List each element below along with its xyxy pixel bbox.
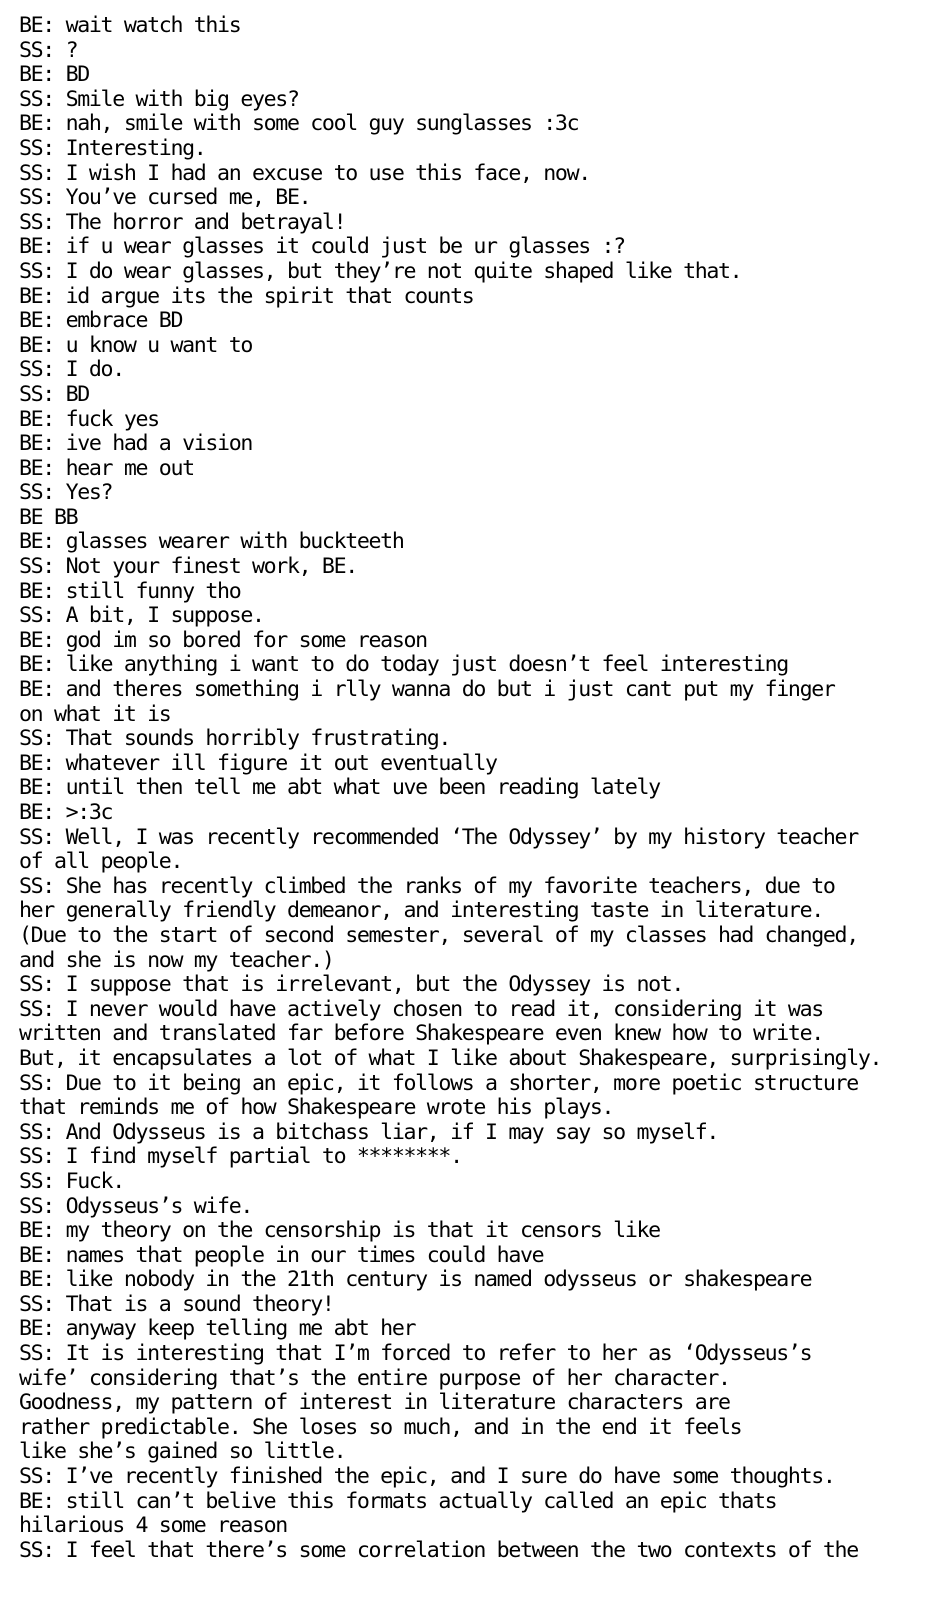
chat-line: SS: I wish I had an excuse to use this face, now. <box>19 161 590 186</box>
chat-line: SS: The horror and betrayal! <box>19 210 346 235</box>
chat-line: SS: That sounds horribly frustrating. <box>19 727 451 752</box>
chat-line: written and translated far before Shakespeare even knew how to write. <box>19 1022 823 1047</box>
chat-line: SS: I feel that there’s some correlation between the two contexts of the <box>19 1538 858 1563</box>
chat-line: SS: You’ve cursed me, BE. <box>19 186 311 211</box>
chat-line: BE: ive had a vision <box>19 432 253 457</box>
chat-line: SS: I find myself partial to ********. <box>19 1145 462 1170</box>
chat-line: SS: Smile with big eyes? <box>19 87 299 112</box>
chat-line: BE: and theres something i rlly wanna do but i just cant put my finger <box>19 678 835 703</box>
chat-line: SS: Fuck. <box>19 1169 124 1194</box>
chat-line: BE: my theory on the censorship is that it censors like <box>19 1219 660 1244</box>
chat-line: BE: like nobody in the 21th century is named odysseus or shakespeare <box>19 1268 812 1293</box>
chat-line: like she’s gained so little. <box>19 1440 346 1465</box>
chat-line: Goodness, my pattern of interest in literature characters are <box>19 1391 730 1416</box>
chat-line: of all people. <box>19 850 183 875</box>
chat-line: BE: wait watch this <box>19 14 241 38</box>
chat-line: BE: >:3c <box>19 801 113 825</box>
chat-line: SS: Yes? <box>19 481 113 506</box>
chat-line: SS: I never would have actively chosen to read it, considering it was <box>19 997 823 1022</box>
chat-line: BE: like anything i want to do today just doesn’t feel interesting <box>19 653 788 678</box>
chat-line: SS: Well, I was recently recommended ‘The Odyssey’ by my history teacher <box>19 825 858 850</box>
chat-line: SS: That is a sound theory! <box>19 1292 334 1317</box>
chat-line: SS: And Odysseus is a bitchass liar, if I may say so myself. <box>19 1120 719 1145</box>
chat-log <box>19 14 934 1563</box>
chat-line: SS: Due to it being an epic, it follows a shorter, more poetic structure <box>19 1071 858 1096</box>
chat-line: BE: god im so bored for some reason <box>19 628 427 653</box>
chat-line: SS: I do wear glasses, but they’re not quite shaped like that. <box>19 259 742 284</box>
chat-line: BE: whatever ill figure it out eventually <box>19 751 497 776</box>
chat-line: SS: A bit, I suppose. <box>19 604 264 629</box>
chat-line: BE: still funny tho <box>19 579 241 604</box>
chat-line: BE: still can’t belive this formats actually called an epic thats <box>19 1489 777 1514</box>
chat-line: SS: I suppose that is irrelevant, but the Odyssey is not. <box>19 973 684 998</box>
chat-line: BE BB <box>19 505 78 530</box>
chat-line: that reminds me of how Shakespeare wrote his plays. <box>19 1096 614 1121</box>
chat-line: BE: nah, smile with some cool guy sunglasses :3c <box>19 112 579 137</box>
chat-line: SS: I’ve recently finished the epic, and I sure do have some thoughts. <box>19 1465 835 1490</box>
chat-line: BE: anyway keep telling me abt her <box>19 1317 416 1342</box>
chat-line: BE: fuck yes <box>19 407 159 432</box>
chat-line: BE: id argue its the spirit that counts <box>19 284 474 309</box>
chat-line: SS: Odysseus’s wife. <box>19 1194 253 1219</box>
chat-line: SS: Not your finest work, BE. <box>19 555 357 580</box>
chat-line: BE: names that people in our times could have <box>19 1243 544 1268</box>
chat-line: SS: BD <box>19 382 89 407</box>
chat-line: (Due to the start of second semester, several of my classes had changed, <box>19 923 858 948</box>
chat-line: wife’ considering that’s the entire purpose of her character. <box>19 1366 730 1391</box>
chat-line: SS: It is interesting that I’m forced to refer to her as ‘Odysseus’s <box>19 1342 812 1367</box>
chat-line: BE: hear me out <box>19 456 194 481</box>
chat-line: BE: until then tell me abt what uve been reading lately <box>19 776 660 801</box>
chat-line: BE: if u wear glasses it could just be ur glasses :? <box>19 235 625 260</box>
chat-line: BE: embrace BD <box>19 309 183 334</box>
chat-line: her generally friendly demeanor, and interesting taste in literature. <box>19 899 823 924</box>
chat-line: BE: u know u want to <box>19 333 253 358</box>
chat-line: But, it encapsulates a lot of what I like about Shakespeare, surprisingly. <box>19 1046 882 1071</box>
chat-line: on what it is <box>19 702 171 727</box>
chat-line: hilarious 4 some reason <box>19 1514 287 1539</box>
chat-line: SS: I do. <box>19 358 124 383</box>
chat-line: BE: glasses wearer with buckteeth <box>19 530 404 555</box>
chat-line: BE: BD <box>19 63 89 88</box>
chat-line: SS: Interesting. <box>19 136 206 161</box>
chat-line: rather predictable. She loses so much, and in the end it feels <box>19 1415 742 1440</box>
chat-line: SS: She has recently climbed the ranks of my favorite teachers, due to <box>19 874 835 899</box>
chat-line: and she is now my teacher.) <box>19 948 334 973</box>
chat-line: SS: ? <box>19 38 78 63</box>
